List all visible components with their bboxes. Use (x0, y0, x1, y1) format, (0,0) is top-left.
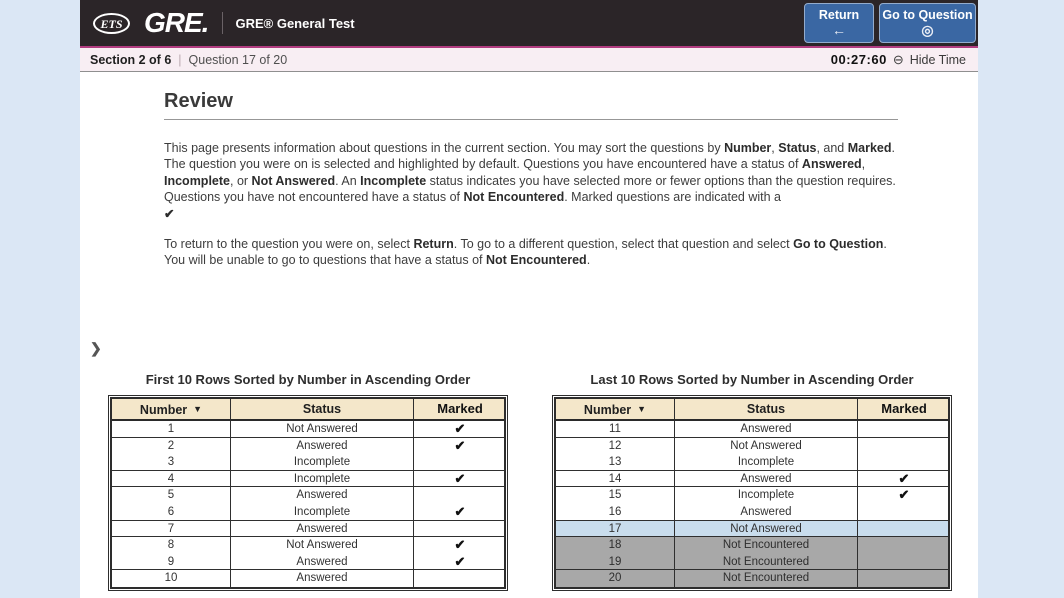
question-status: Not Answered (675, 521, 858, 537)
question-number: 1 (112, 421, 231, 437)
section-separator: | (178, 52, 182, 67)
question-number: 10 (112, 570, 231, 587)
sort-descending-icon: ▼ (637, 404, 647, 414)
first-questions-table-inner (110, 397, 506, 589)
question-number: 8 (112, 537, 231, 554)
marked-empty-cell (858, 504, 950, 520)
last-questions-table (552, 395, 952, 591)
column-header-number[interactable] (556, 399, 675, 419)
marked-empty-cell (858, 454, 950, 470)
ets-logo-icon: ETS (93, 13, 130, 34)
chevron-right-icon[interactable]: ❯ (90, 340, 102, 356)
question-status: Incomplete (231, 504, 414, 520)
marked-empty-cell (858, 554, 950, 570)
gre-test-window (80, 0, 978, 598)
marked-empty-cell (414, 454, 506, 470)
marked-check-icon: ✔ (454, 437, 466, 453)
number-column-label: Number (139, 403, 188, 417)
question-status: Not Encountered (675, 537, 858, 554)
marked-empty-cell (858, 521, 950, 537)
marked-empty-cell (414, 487, 506, 504)
table-row-question-1[interactable] (112, 421, 504, 438)
table-row-question-9[interactable] (112, 554, 504, 571)
timer-value: 00:27:60 (830, 52, 887, 67)
marked-check-icon: ✔ (454, 537, 466, 553)
question-number: 6 (112, 504, 231, 520)
question-number: 19 (556, 554, 675, 570)
table-row-question-18 (556, 537, 948, 554)
table-row-question-15[interactable] (556, 487, 948, 504)
question-status: Answered (675, 471, 858, 487)
question-status: Incomplete (231, 454, 414, 470)
question-status: Not Answered (231, 421, 414, 437)
table-row-question-19 (556, 554, 948, 571)
first-table-title: First 10 Rows Sorted by Number in Ascending Order (145, 372, 471, 387)
app-title: GRE® General Test (235, 15, 355, 31)
marked-check-icon: ✔ (454, 553, 466, 569)
question-number: 13 (556, 454, 675, 470)
table-row-question-7[interactable] (112, 521, 504, 538)
table-row-question-20 (556, 570, 948, 587)
marked-check-icon: ✔ (898, 470, 910, 486)
table-row-question-3[interactable] (112, 454, 504, 471)
marked-check-icon: ✔ (454, 503, 466, 519)
question-status: Not Encountered (675, 570, 858, 587)
section-bar (80, 48, 978, 72)
table-row-question-6[interactable] (112, 504, 504, 521)
marked-empty-cell (858, 421, 950, 437)
review-instructions-paragraph-2: To return to the question you were on, select Return. To go to a different question, select that question and select Go to Question. You will be unable to go to questions that have a status of Not Encountered. (164, 237, 887, 268)
question-number: 17 (556, 521, 675, 537)
target-icon: ◎ (921, 22, 934, 38)
marked-check-icon: ✔ (898, 487, 910, 503)
question-progress-label: Question 17 of 20 (188, 52, 288, 67)
marked-empty-cell (858, 537, 950, 554)
table-row-question-11[interactable] (556, 421, 948, 438)
first-questions-table (108, 395, 508, 591)
return-button[interactable] (804, 3, 874, 43)
table-row-question-5[interactable] (112, 487, 504, 504)
table-row-question-8[interactable] (112, 537, 504, 554)
marked-empty-cell (414, 521, 506, 537)
return-button-label: Return (818, 8, 860, 22)
question-number: 18 (556, 537, 675, 554)
question-status: Answered (231, 570, 414, 587)
table-row-question-14[interactable] (556, 471, 948, 488)
question-status: Incomplete (675, 454, 858, 470)
question-number: 2 (112, 438, 231, 455)
table-row-question-10[interactable] (112, 570, 504, 587)
question-number: 9 (112, 554, 231, 570)
first-rows-table-section (108, 372, 508, 591)
question-number: 12 (556, 438, 675, 455)
marked-empty-cell (858, 438, 950, 455)
go-to-question-button[interactable] (879, 3, 976, 43)
table-row-question-12[interactable] (556, 438, 948, 455)
column-header-status[interactable]: Status (675, 399, 858, 419)
question-status: Not Answered (231, 537, 414, 554)
header-buttons (804, 3, 976, 43)
marked-check-icon: ✔ (454, 470, 466, 486)
first-table-body (112, 421, 504, 587)
question-status: Not Encountered (675, 554, 858, 570)
left-arrow-icon: ← (832, 22, 846, 38)
table-row-question-17[interactable] (556, 521, 948, 538)
column-header-number[interactable] (112, 399, 231, 419)
last-rows-table-section (552, 372, 952, 591)
question-number: 3 (112, 454, 231, 470)
marked-empty-cell (414, 570, 506, 587)
review-instructions-paragraph-1: This page presents information about questions in the current section. You may sort the questions by Number, Status, and Marked. The question you were on is selected and highlighted by default. Questions you have encountered have a status of Answered, Incomplete, or Not Answered. An Incomplete status indicates you have selected more or fewer options than the question requires. Questions you have not encountered have a status of Not Encountered. Marked questions are indicated with a ✔ (164, 141, 896, 221)
table-row-question-13[interactable] (556, 454, 948, 471)
hide-time-icon: ⊖ (892, 51, 904, 67)
question-number: 14 (556, 471, 675, 487)
question-status: Incomplete (231, 471, 414, 487)
column-header-status[interactable]: Status (231, 399, 414, 419)
question-status: Answered (231, 521, 414, 537)
go-to-question-button-label: Go to Question (882, 8, 973, 22)
column-header-marked[interactable]: Marked (881, 401, 927, 416)
timer-zone (831, 52, 966, 68)
logo-divider (222, 12, 223, 34)
number-column-label: Number (583, 403, 632, 417)
section-label: Section 2 of 6 (90, 52, 172, 67)
table-header-row (112, 399, 504, 421)
gre-wordmark: GRE. (144, 7, 209, 38)
marked-check-icon: ✔ (454, 421, 466, 436)
page-title: Review (164, 90, 898, 120)
review-page (80, 72, 978, 598)
sort-descending-icon: ▼ (193, 404, 203, 414)
table-row-question-4[interactable] (112, 471, 504, 488)
question-number: 20 (556, 570, 675, 587)
section-info (90, 53, 287, 67)
table-row-question-16[interactable] (556, 504, 948, 521)
question-status: Answered (675, 504, 858, 520)
question-number: 16 (556, 504, 675, 520)
question-status: Answered (231, 554, 414, 570)
last-table-body (556, 421, 948, 587)
question-status: Answered (675, 421, 858, 437)
question-number: 5 (112, 487, 231, 504)
question-number: 4 (112, 471, 231, 487)
last-questions-table-inner (554, 397, 950, 589)
logo-zone (80, 9, 355, 37)
last-table-title: Last 10 Rows Sorted by Number in Ascending Order (590, 372, 914, 387)
marked-empty-cell (858, 570, 950, 587)
column-header-marked[interactable]: Marked (437, 401, 483, 416)
question-status: Not Answered (675, 438, 858, 455)
question-number: 15 (556, 487, 675, 504)
question-status: Answered (231, 438, 414, 455)
table-header-row (556, 399, 948, 421)
hide-time-button[interactable]: Hide Time (909, 52, 966, 67)
question-number: 7 (112, 521, 231, 537)
table-row-question-2[interactable] (112, 438, 504, 455)
app-header (80, 0, 978, 46)
question-number: 11 (556, 421, 675, 437)
question-status: Incomplete (675, 487, 858, 504)
question-status: Answered (231, 487, 414, 504)
review-block (80, 72, 978, 269)
